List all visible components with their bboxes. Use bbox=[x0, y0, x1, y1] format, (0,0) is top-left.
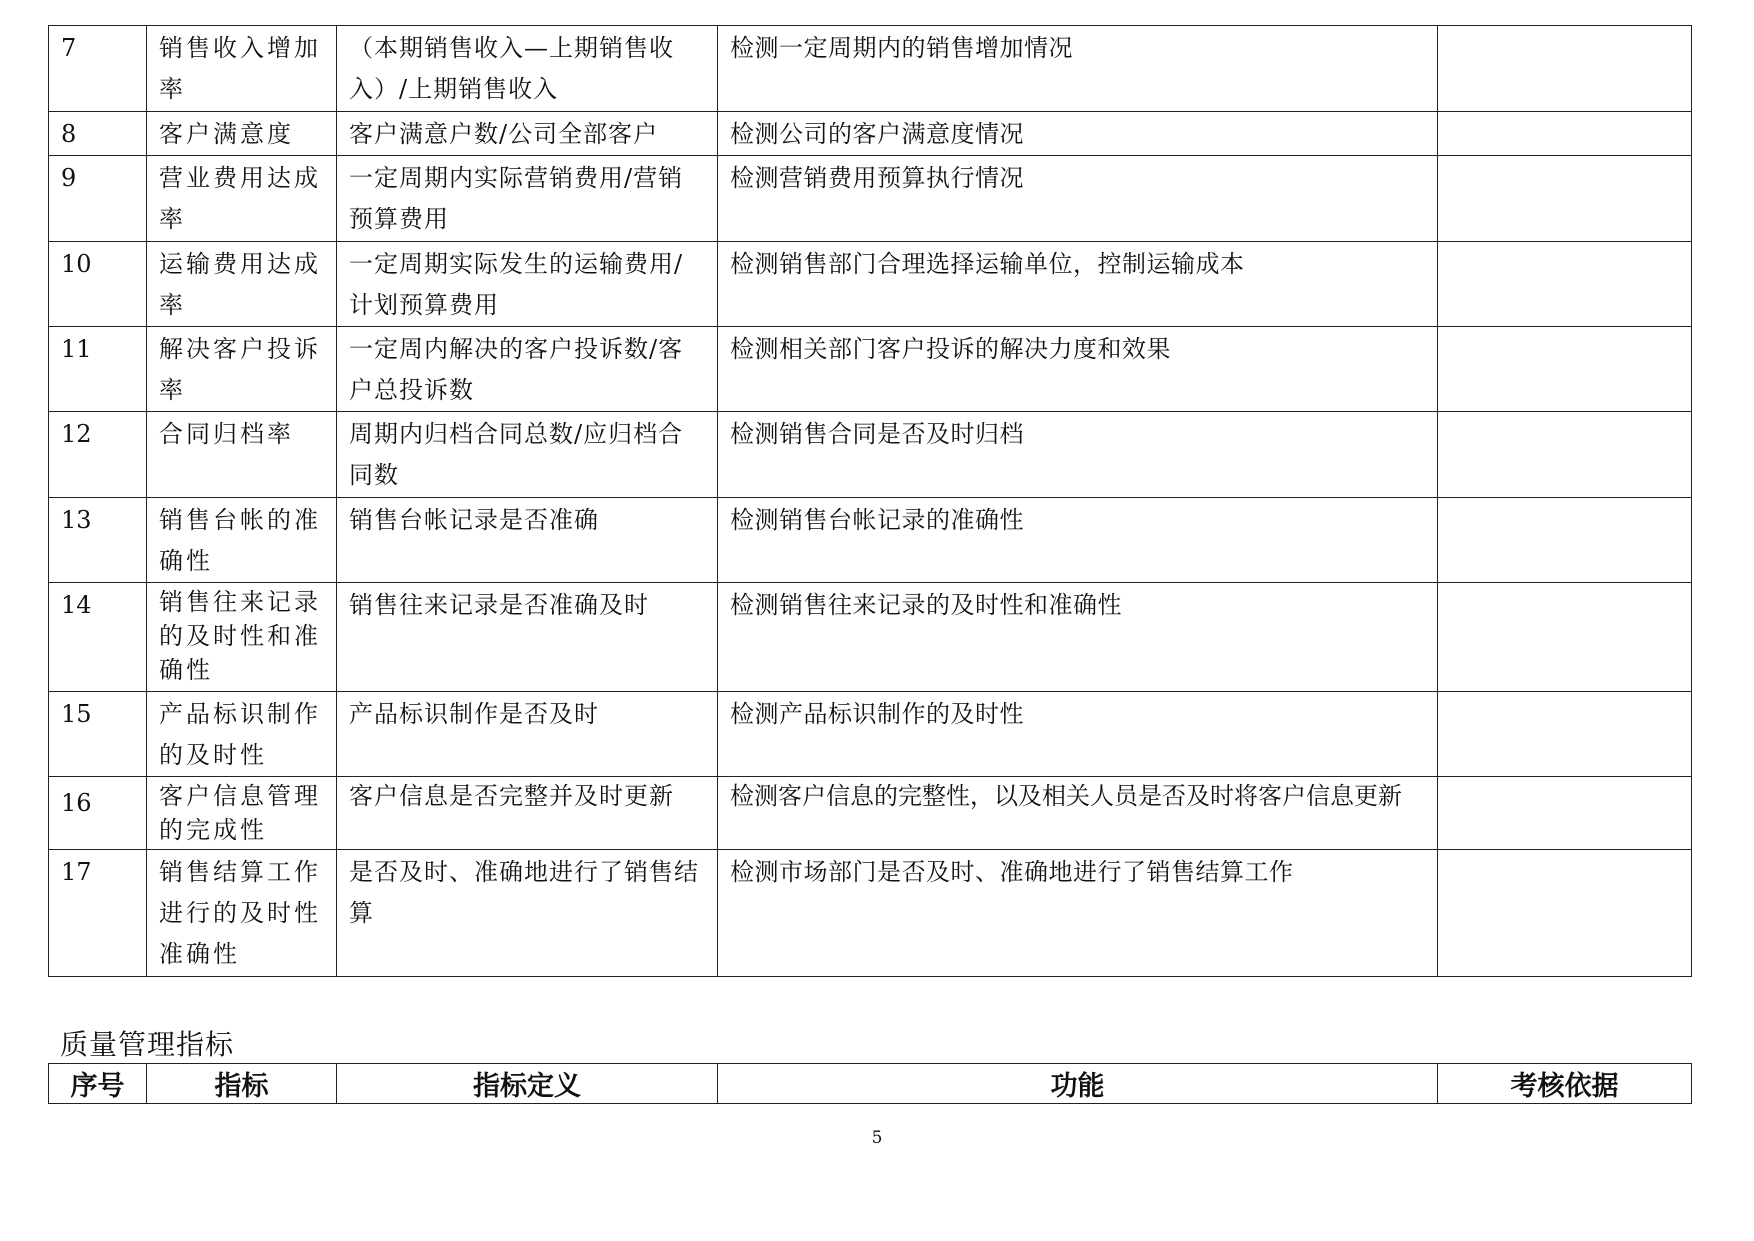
indicator-function: 检测一定周期内的销售增加情况 bbox=[718, 26, 1438, 112]
indicator-definition: 一定周期内实际营销费用/营销预算费用 bbox=[337, 156, 718, 242]
indicator-definition: 客户满意户数/公司全部客户 bbox=[337, 112, 718, 156]
indicator-definition: 一定周期实际发生的运输费用/计划预算费用 bbox=[337, 242, 718, 327]
table-row bbox=[49, 583, 1692, 692]
row-index: 13 bbox=[49, 498, 147, 583]
indicator-basis bbox=[1438, 850, 1692, 977]
row-index: 10 bbox=[49, 242, 147, 327]
indicator-basis bbox=[1438, 112, 1692, 156]
indicator-name: 销售往来记录的及时性和准确性 bbox=[147, 583, 337, 692]
row-index: 14 bbox=[49, 583, 147, 692]
indicator-basis bbox=[1438, 583, 1692, 692]
row-index: 7 bbox=[49, 26, 147, 112]
table-row bbox=[49, 412, 1692, 498]
indicator-function: 检测公司的客户满意度情况 bbox=[718, 112, 1438, 156]
header-function: 功能 bbox=[718, 1064, 1438, 1104]
page-number: 5 bbox=[871, 1128, 883, 1148]
indicator-function: 检测销售合同是否及时归档 bbox=[718, 412, 1438, 498]
indicator-definition: 周期内归档合同总数/应归档合同数 bbox=[337, 412, 718, 498]
indicator-name: 解决客户投诉率 bbox=[147, 327, 337, 412]
indicator-table bbox=[48, 25, 1692, 977]
row-index: 12 bbox=[49, 412, 147, 498]
indicator-basis bbox=[1438, 26, 1692, 112]
header-indicator: 指标 bbox=[147, 1064, 337, 1104]
table-header-row bbox=[49, 1064, 1692, 1104]
indicator-basis bbox=[1438, 156, 1692, 242]
table-row bbox=[49, 777, 1692, 850]
row-index: 8 bbox=[49, 112, 147, 156]
indicator-definition: 产品标识制作是否及时 bbox=[337, 692, 718, 777]
indicator-function: 检测相关部门客户投诉的解决力度和效果 bbox=[718, 327, 1438, 412]
indicator-definition: 一定周内解决的客户投诉数/客户总投诉数 bbox=[337, 327, 718, 412]
indicator-function: 检测市场部门是否及时、准确地进行了销售结算工作 bbox=[718, 850, 1438, 977]
indicator-function: 检测销售部门合理选择运输单位，控制运输成本 bbox=[718, 242, 1438, 327]
header-definition: 指标定义 bbox=[337, 1064, 718, 1104]
indicator-basis bbox=[1438, 692, 1692, 777]
indicator-definition: 销售往来记录是否准确及时 bbox=[337, 583, 718, 692]
table-row bbox=[49, 242, 1692, 327]
indicator-basis bbox=[1438, 412, 1692, 498]
indicator-name: 运输费用达成率 bbox=[147, 242, 337, 327]
table-row bbox=[49, 850, 1692, 977]
indicator-definition: （本期销售收入—上期销售收入）/上期销售收入 bbox=[337, 26, 718, 112]
table-row bbox=[49, 692, 1692, 777]
indicator-function: 检测营销费用预算执行情况 bbox=[718, 156, 1438, 242]
indicator-function: 检测客户信息的完整性，以及相关人员是否及时将客户信息更新 bbox=[718, 777, 1438, 850]
indicator-basis bbox=[1438, 242, 1692, 327]
table-row bbox=[49, 327, 1692, 412]
row-index: 11 bbox=[49, 327, 147, 412]
indicator-basis bbox=[1438, 498, 1692, 583]
indicator-name: 销售收入增加率 bbox=[147, 26, 337, 112]
header-index: 序号 bbox=[49, 1064, 147, 1104]
indicator-name: 销售台帐的准确性 bbox=[147, 498, 337, 583]
section-title: 质量管理指标 bbox=[60, 1028, 235, 1061]
indicator-basis bbox=[1438, 777, 1692, 850]
row-index: 9 bbox=[49, 156, 147, 242]
indicator-function: 检测产品标识制作的及时性 bbox=[718, 692, 1438, 777]
indicator-basis bbox=[1438, 327, 1692, 412]
table-row bbox=[49, 156, 1692, 242]
indicator-function: 检测销售往来记录的及时性和准确性 bbox=[718, 583, 1438, 692]
indicator-name: 产品标识制作的及时性 bbox=[147, 692, 337, 777]
indicator-name: 客户信息管理的完成性 bbox=[147, 777, 337, 850]
header-basis: 考核依据 bbox=[1438, 1064, 1692, 1104]
indicator-definition: 是否及时、准确地进行了销售结算 bbox=[337, 850, 718, 977]
row-index: 16 bbox=[49, 777, 147, 850]
indicator-name: 营业费用达成率 bbox=[147, 156, 337, 242]
indicator-function: 检测销售台帐记录的准确性 bbox=[718, 498, 1438, 583]
row-index: 15 bbox=[49, 692, 147, 777]
quality-indicator-header-table bbox=[48, 1063, 1692, 1104]
indicator-definition: 客户信息是否完整并及时更新 bbox=[337, 777, 718, 850]
table-row bbox=[49, 26, 1692, 112]
indicator-name: 销售结算工作进行的及时性准确性 bbox=[147, 850, 337, 977]
indicator-definition: 销售台帐记录是否准确 bbox=[337, 498, 718, 583]
indicator-name: 合同归档率 bbox=[147, 412, 337, 498]
row-index: 17 bbox=[49, 850, 147, 977]
indicator-name: 客户满意度 bbox=[147, 112, 337, 156]
table-row bbox=[49, 498, 1692, 583]
table-row bbox=[49, 112, 1692, 156]
